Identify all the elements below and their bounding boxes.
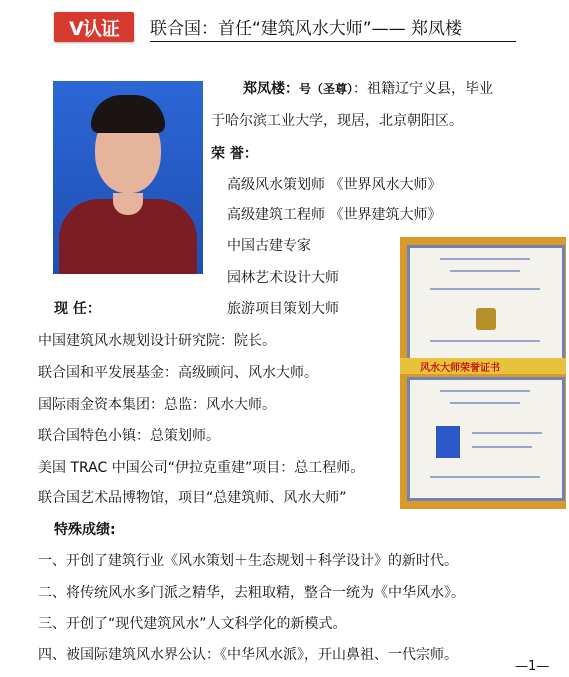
cert-text-line (440, 258, 530, 260)
honor-item: 旅游项目策划大师 (227, 301, 339, 317)
current-item: 美国 TRAC 中国公司“伊拉克重建”项目：总工程师。 (38, 460, 365, 476)
certificate-strip-text: 风水大师荣誉证书 (420, 363, 500, 374)
portrait-hair (91, 95, 165, 133)
page-title: 联合国：首任“建筑风水大师”—— 郑凤楼 (150, 14, 516, 42)
current-item: 联合国特色小镇：总策划师。 (38, 428, 220, 444)
logo-text: V认证 (69, 17, 119, 40)
name-label: 郑凤楼： (243, 81, 299, 97)
honor-item: 中国古建专家 (227, 238, 311, 254)
cert-text-line (450, 270, 520, 272)
certificate-id-photo (436, 426, 460, 458)
current-item: 国际雨金资本集团：总监：风水大师。 (38, 397, 276, 413)
current-item: 联合国和平发展基金：高级顾问、风水大师。 (38, 365, 318, 381)
honor-item: 高级建筑工程师 《世界建筑大师》 (227, 207, 442, 223)
achievement-item: 四、被国际建筑风水界公认：《中华风水派》，开山鼻祖、一代宗师。 (38, 647, 458, 663)
honors-label: 荣 誉： (211, 146, 258, 162)
certificate-seal (476, 308, 496, 330)
portrait-photo (53, 81, 203, 274)
certificate-card-top (407, 245, 565, 361)
v-certified-logo (54, 12, 134, 42)
cert-text-line (440, 390, 530, 392)
certificate-photo (400, 237, 566, 509)
cert-text-line (430, 340, 540, 342)
intro-line-1 (243, 80, 493, 98)
certificate-card-bottom (407, 377, 565, 501)
current-item: 中国建筑风水规划设计研究院：院长。 (38, 333, 276, 349)
honor-item: 高级风水策划师 《世界风水大师》 (227, 177, 442, 193)
intro-line-2: 于哈尔滨工业大学，现居，北京朝阳区。 (211, 113, 463, 129)
cert-text-line (472, 432, 542, 434)
certificate-strip (400, 358, 566, 374)
cert-text-line (450, 402, 520, 404)
cert-text-line (472, 446, 532, 448)
honor-item: 园林艺术设计大师 (227, 270, 339, 286)
cert-text-line (430, 476, 540, 478)
cert-text-line (430, 288, 540, 290)
achievement-item: 三、开创了“现代建筑风水”人文科学化的新模式。 (38, 616, 347, 632)
achievement-item: 一、开创了建筑行业《风水策划＋生态规划＋科学设计》的新时代。 (38, 553, 458, 569)
hao-label: 号（圣尊） (299, 82, 354, 96)
intro-line-1-rest: ：祖籍辽宁义县，毕业 (353, 81, 494, 97)
current-label: 现 任： (54, 301, 101, 317)
achievements-label: 特殊成绩: (54, 522, 116, 538)
page-number: —1— (515, 659, 550, 674)
achievement-item: 二、将传统风水多门派之精华，去粗取精，整合一统为《中华风水》。 (38, 585, 465, 601)
current-item: 联合国艺术品博物馆，项目“总建筑师、风水大师” (38, 490, 347, 506)
